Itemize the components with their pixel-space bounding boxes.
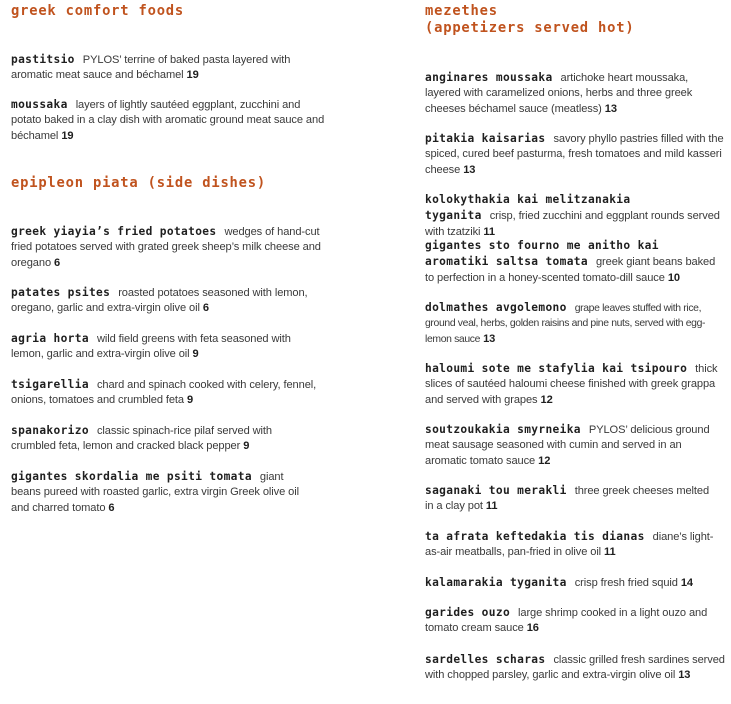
item-desc: savory phyllo pastries filled with the spiced, cured beef pasturma, fresh tomatoes and mild kasseri cheese (425, 133, 724, 176)
item-price: 9 (192, 348, 199, 361)
mezethes-heading-line2: (appetizers served hot) (425, 20, 635, 36)
item-price: 13 (678, 669, 691, 682)
item-name: garides ouzo (425, 606, 511, 619)
item-desc: PYLOS’ delicious ground meat sausage seasoned with cumin and served in an aromatic tomato sauce (425, 424, 710, 467)
item-price: 13 (483, 332, 496, 345)
item-desc: layers of lightly sautéed eggplant, zucchini and potato baked in a clay dish with aromatic ground meat sauce and béchamel (11, 99, 325, 142)
item-name: moussaka (11, 98, 68, 111)
item-price: 16 (526, 622, 539, 635)
item-price: 10 (667, 271, 680, 284)
item-price: 13 (463, 163, 476, 176)
menu-item-keftedakia (425, 529, 720, 561)
item-name: pitakia kaisarias (425, 132, 546, 145)
menu-item-pitakia-kaisarias (425, 131, 727, 178)
item-desc: classic grilled fresh sardines served with chopped parsley, garlic and extra-virgin olive oil (425, 654, 725, 682)
menu-item-kalamarakia (425, 575, 725, 591)
item-desc: grape leaves stuffed with rice, ground veal, herbs, golden raisins and pine nuts, served with egg-lemon sauce (425, 303, 706, 345)
menu-item-fried-potatoes (11, 224, 333, 271)
item-name: agria horta (11, 332, 89, 345)
item-price: 11 (483, 225, 495, 238)
item-name: saganaki tou merakli (425, 484, 567, 497)
menu-item-tsigarellia (11, 377, 321, 409)
menu-item-agria-horta (11, 331, 311, 363)
menu-item-patates-psites (11, 285, 317, 317)
item-name: kalamarakia tyganita (425, 576, 567, 589)
item-desc: thick slices of sautéed haloumi cheese finished with greek grappa and served with grapes (425, 363, 718, 406)
item-name: sardelles scharas (425, 653, 546, 666)
item-desc: greek giant beans baked to perfection in a honey-scented tomato-dill sauce (425, 256, 716, 284)
item-name: ta afrata keftedakia tis dianas (425, 530, 645, 543)
item-price: 12 (538, 454, 551, 467)
menu-item-haloumi-sote (425, 361, 720, 408)
item-desc: crisp fresh fried squid (574, 577, 678, 589)
item-price: 9 (186, 394, 194, 407)
item-price: 6 (108, 501, 115, 514)
mezethes-heading (425, 3, 727, 37)
mezethes-heading-line1: mezethes (425, 3, 498, 19)
item-name: spanakorizo (11, 424, 89, 437)
menu-item-garides-ouzo (425, 605, 725, 637)
menu-item-gigantes-sto-fourno (425, 238, 727, 286)
item-price: 11 (485, 500, 498, 513)
item-price: 11 (604, 546, 616, 559)
menu-item-gigantes-skordalia (11, 469, 311, 516)
item-desc: large shrimp cooked in a light ouzo and tomato cream sauce (425, 607, 708, 635)
item-price: 9 (243, 440, 250, 453)
comfort-foods-heading: greek comfort foods (11, 3, 185, 19)
item-name: anginares moussaka (425, 71, 553, 84)
item-name: patates psites (11, 286, 111, 299)
menu-item-dolmathes (425, 300, 725, 347)
item-price: 6 (54, 256, 61, 269)
item-price: 19 (186, 69, 199, 82)
item-price: 12 (540, 393, 553, 406)
item-name: pastitsio (11, 53, 75, 66)
item-name: gigantes sto fourno me anitho kai aromatiki saltsa tomata (425, 239, 659, 269)
item-name: haloumi sote me stafylia kai tsipouro (425, 362, 688, 375)
menu-item-sardelles (425, 652, 725, 684)
item-desc: wedges of hand-cut fried potatoes served with grated greek sheep’s milk cheese and oregano (11, 226, 321, 269)
item-desc: chard and spinach cooked with celery, fennel, onions, tomatoes and crumbled feta (11, 379, 317, 407)
menu-item-pastitsio (11, 52, 329, 84)
item-desc: PYLOS’ terrine of baked pasta layered with aromatic meat sauce and béchamel (11, 54, 291, 82)
item-name: kolokythakia kai melitzanakia tyganita (425, 193, 631, 223)
item-desc: classic spinach-rice pilaf served with crumbled feta, lemon and cracked black pepper (11, 425, 272, 453)
menu-item-spanakorizo (11, 423, 301, 455)
item-price: 6 (202, 302, 209, 315)
item-desc: giant beans pureed with roasted garlic, extra virgin Greek olive oil and charred tomato (11, 471, 299, 514)
item-name: dolmathes avgolemono (425, 301, 567, 314)
item-price: 19 (61, 129, 74, 142)
item-name: gigantes skordalia me psiti tomata (11, 470, 252, 483)
menu-item-moussaka (11, 97, 333, 144)
menu-item-soutzoukakia (425, 422, 725, 469)
item-desc: roasted potatoes seasoned with lemon, oregano, garlic and extra-virgin olive oil (11, 287, 308, 315)
menu-item-saganaki (425, 483, 720, 515)
menu-item-anginares-moussaka (425, 70, 715, 117)
item-name: tsigarellia (11, 378, 89, 391)
side-dishes-heading: epipleon piata (side dishes) (11, 175, 266, 191)
menu-item-kolokythakia (425, 192, 727, 240)
item-name: soutzoukakia smyrneika (425, 423, 581, 436)
item-price: 13 (604, 102, 617, 115)
item-desc: wild field greens with feta seasoned with lemon, garlic and extra-virgin olive oil (11, 333, 291, 361)
item-name: greek yiayia’s fried potatoes (11, 225, 217, 238)
item-desc: crisp, fried zucchini and eggplant rounds served with tzatziki (425, 210, 720, 238)
item-desc: artichoke heart moussaka, layered with caramelized onions, herbs and three greek cheeses béchamel sauce (meatless) (425, 72, 693, 115)
item-desc: three greek cheeses melted in a clay pot (425, 485, 710, 513)
item-price: 14 (680, 577, 693, 589)
item-desc: diane’s light-as-air meatballs, pan-fried in olive oil (425, 531, 714, 559)
